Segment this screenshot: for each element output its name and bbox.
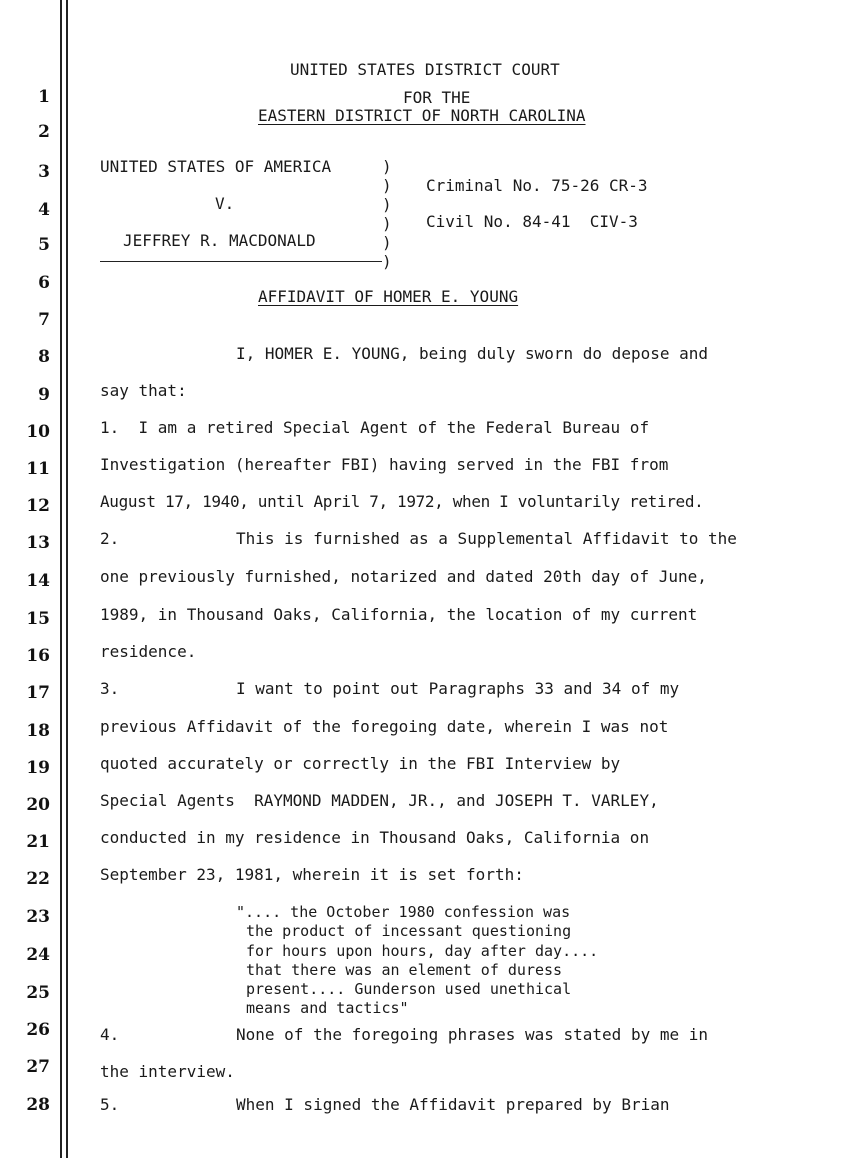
paragraph-3-line: Special Agents RAYMOND MADDEN, JR., and JOSEPH T. VARLEY,: [100, 791, 659, 810]
line-number: 19: [26, 758, 50, 778]
intro-line: I, HOMER E. YOUNG, being duly sworn do depose and: [236, 344, 709, 363]
line-number: 7: [38, 310, 50, 330]
caption-bracket: ): [382, 233, 392, 252]
paragraph-3-line: quoted accurately or correctly in the FBI Interview by: [100, 754, 621, 773]
quoted-passage-line: the product of incessant questioning: [246, 922, 572, 940]
caption-plaintiff: UNITED STATES OF AMERICA: [100, 157, 332, 176]
caption-bracket: ): [382, 252, 392, 271]
line-number: 3: [38, 162, 50, 182]
paragraph-number: 2.: [100, 529, 120, 548]
affidavit-title: AFFIDAVIT OF HOMER E. YOUNG: [258, 287, 519, 306]
paragraph-2-line: one previously furnished, notarized and dated 20th day of June,: [100, 567, 707, 586]
margin-rule-left: [60, 0, 62, 1158]
quoted-passage-line: means and tactics": [246, 999, 409, 1017]
line-number: 11: [26, 459, 50, 479]
caption-underline: [100, 261, 382, 262]
line-number: 15: [26, 609, 50, 629]
quoted-passage-line: for hours upon hours, day after day....: [246, 942, 599, 960]
line-number: 10: [26, 422, 50, 442]
paragraph-2-line: 1989, in Thousand Oaks, California, the location of my current: [100, 605, 698, 624]
line-number: 20: [26, 795, 50, 815]
line-number: 28: [26, 1095, 50, 1115]
line-number: 22: [26, 869, 50, 889]
paragraph-number: 5.: [100, 1095, 120, 1114]
paragraph-2-line: residence.: [100, 642, 197, 661]
line-number: 17: [26, 683, 50, 703]
paragraph-3-line: September 23, 1981, wherein it is set forth:: [100, 865, 524, 884]
quoted-passage-line: ".... the October 1980 confession was: [236, 903, 571, 921]
caption-versus: V.: [215, 194, 235, 213]
caption-bracket: ): [382, 176, 392, 195]
paragraph-4-line: the interview.: [100, 1062, 235, 1081]
line-number: 8: [38, 347, 50, 367]
caption-bracket: ): [382, 214, 392, 233]
paragraph-number: 3.: [100, 679, 120, 698]
paragraph-number: 4.: [100, 1025, 120, 1044]
line-number: 16: [26, 646, 50, 666]
court-name: UNITED STATES DISTRICT COURT: [290, 60, 560, 79]
line-number: 2: [38, 122, 50, 142]
line-number: 26: [26, 1020, 50, 1040]
paragraph-4-line: None of the foregoing phrases was stated by me in: [236, 1025, 709, 1044]
margin-rule-right: [66, 0, 68, 1158]
caption-defendant: JEFFREY R. MACDONALD: [123, 231, 316, 250]
intro-line: say that:: [100, 381, 187, 400]
line-number: 5: [38, 235, 50, 255]
paragraph-3-line: conducted in my residence in Thousand Oaks, California on: [100, 828, 650, 847]
line-number: 14: [26, 571, 50, 591]
line-number: 13: [26, 533, 50, 553]
line-number: 4: [38, 200, 50, 220]
quoted-passage-line: present.... Gunderson used unethical: [246, 980, 572, 998]
court-district: EASTERN DISTRICT OF NORTH CAROLINA: [258, 106, 586, 125]
paragraph-5-line: When I signed the Affidavit prepared by Brian: [236, 1095, 670, 1114]
line-number: 24: [26, 945, 50, 965]
line-number: 23: [26, 907, 50, 927]
paragraph-3-line: I want to point out Paragraphs 33 and 34 of my: [236, 679, 680, 698]
criminal-case-number: Criminal No. 75-26 CR-3: [426, 176, 648, 195]
line-number: 21: [26, 832, 50, 852]
line-number: 12: [26, 496, 50, 516]
paragraph-1-line: 1. I am a retired Special Agent of the Federal Bureau of: [100, 418, 650, 437]
caption-bracket: ): [382, 195, 392, 214]
caption-bracket: ): [382, 157, 392, 176]
line-number: 27: [26, 1057, 50, 1077]
court-for-the: FOR THE: [403, 88, 471, 107]
paragraph-1-line: Investigation (hereafter FBI) having served in the FBI from: [100, 455, 669, 474]
paragraph-2-line: This is furnished as a Supplemental Affidavit to the: [236, 529, 737, 548]
line-number: 9: [38, 385, 50, 405]
line-number: 1: [38, 87, 50, 107]
paragraph-3-line: previous Affidavit of the foregoing date, wherein I was not: [100, 717, 669, 736]
line-number: 18: [26, 721, 50, 741]
line-number: 6: [38, 273, 50, 293]
quoted-passage-line: that there was an element of duress: [246, 961, 563, 979]
line-number: 25: [26, 983, 50, 1003]
paragraph-1-line: August 17, 1940, until April 7, 1972, when I voluntarily retired.: [100, 492, 704, 511]
civil-case-number: Civil No. 84-41 CIV-3: [426, 212, 638, 231]
